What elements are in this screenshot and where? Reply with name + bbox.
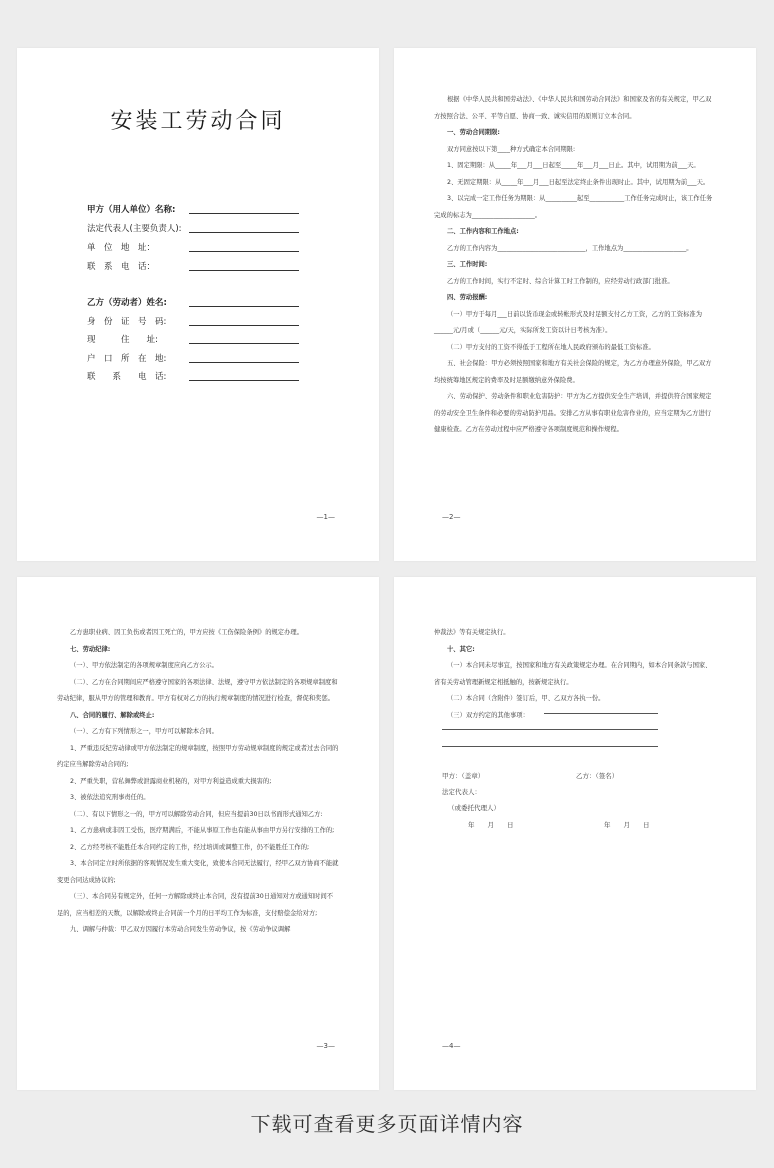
fill-line xyxy=(189,251,299,252)
paragraph: 2、严重失职，营私舞弊或泄露商业机秘的，对甲方利益造成重大损害的; xyxy=(70,777,272,785)
form-label: 法定代表人(主要负责人): xyxy=(87,224,182,234)
section-heading: 二、工作内容和工作地点: xyxy=(447,228,519,235)
footer-caption: 下载可查看更多页面详情内容 xyxy=(250,1112,524,1136)
paragraph: 六、劳动保护、劳动条件和职业危害防护：甲方为乙方提供安全生产培训，并提供符合国家规定的劳动安全卫生条件和必要的劳动防护用品。安排乙方从事有职业危害作业的，应当定期为乙方进行健康检查。乙方在劳动过程中应严格遵守各项制度规范和操作规程。 xyxy=(434,393,712,433)
party-b-signature: 乙方：（签名） xyxy=(576,772,619,780)
blank-line xyxy=(442,729,658,730)
paragraph: （二）本合同（含附件）签订后，甲、乙双方各执一份。 xyxy=(447,695,605,702)
form-label: 乙方（劳动者）姓名: xyxy=(87,298,167,308)
page-body xyxy=(57,625,339,939)
paragraph: 2、乙方经考核不能胜任本合同约定的工作，经过培训或调整工作，仍不能胜任工作的; xyxy=(70,843,310,851)
page-body xyxy=(434,625,716,724)
paragraph: 3、以完成一定工作任务为期限：从__________起至___________工作任务完成时止，该工作任务完成的标志为____________________。 xyxy=(434,195,713,219)
paragraph: 仲裁法》等有关规定执行。 xyxy=(434,629,510,636)
section-heading: 四、劳动报酬: xyxy=(447,294,488,301)
fill-line xyxy=(189,232,299,233)
paragraph: （三）双方约定的其他事项： xyxy=(447,711,529,719)
form-row xyxy=(87,315,185,327)
contract-page-1 xyxy=(17,48,379,561)
paragraph: （一）、甲方依法制定的各项规章制度应向乙方公示。 xyxy=(70,662,218,669)
form-row xyxy=(87,370,185,382)
page-number: —1— xyxy=(316,513,335,521)
paragraph: 乙方患职业病、因工负伤或者因工死亡的，甲方应按《工伤保险条例》的规定办理。 xyxy=(70,629,303,636)
section-heading: 八、合同的履行、解除或终止: xyxy=(70,711,155,719)
paragraph: 乙方的工作内容为____________________________，工作地点为____________________。 xyxy=(447,244,693,252)
section-heading: 三、工作时间: xyxy=(447,261,488,268)
page-body xyxy=(434,92,716,439)
legal-representative: 法定代表人： xyxy=(442,788,481,796)
form-row xyxy=(87,260,185,272)
paragraph: 3、本合同定立时所依据的客观情况发生重大变化，致使本合同无法履行，经甲乙双方协商不能就变更合同达成协议的; xyxy=(57,860,339,884)
form-label: 甲方（用人单位）名称: xyxy=(87,205,176,215)
fill-line xyxy=(189,306,299,307)
paragraph: （二）、有以下情形之一的，甲方可以解除劳动合同，但应当提前30日以书面形式通知乙方: xyxy=(70,810,323,818)
paragraph: 九、调解与仲裁：甲乙双方因履行本劳动合同发生劳动争议，按《劳动争议调解 xyxy=(70,926,291,933)
form-row xyxy=(87,203,185,215)
paragraph: （一）甲方于每月___日前以货币现金或转帐形式及时足额支付乙方工资，乙方的工资标准为______元/月或（______元/天，实际所发工资以计日考核为准）。 xyxy=(434,310,703,334)
document-title: 安装工劳动合同 xyxy=(110,109,286,134)
fill-line xyxy=(189,362,299,363)
date-left: 年 月 日 xyxy=(468,821,514,829)
page-number: —3— xyxy=(316,1042,335,1050)
paragraph: （二）、乙方在合同期间应严格遵守国家的各项法律、法规，遵守甲方依法制定的各项规章制度和劳动纪律，服从甲方的管理和教育。甲方有权对乙方的执行规章制度的情况进行检查，督促和奖惩。 xyxy=(57,678,338,702)
paragraph: （一）本合同未尽事宜，按国家和地方有关政策规定办理。在合同期内，如本合同条款与国家、省有关劳动管理新规定相抵触的，按新规定执行。 xyxy=(434,662,712,686)
contract-page-4 xyxy=(394,577,756,1090)
form-row xyxy=(87,241,185,253)
paragraph: 双方同意按以下第____种方式确定本合同期限: xyxy=(447,145,576,153)
contract-page-2 xyxy=(394,48,756,561)
form-label: 现 住 址: xyxy=(87,335,158,345)
paragraph: 3、被依法追究刑事责任的。 xyxy=(70,794,150,801)
form-row xyxy=(87,333,185,345)
paragraph: 1、固定期限：从_____年___月___日起至_____年___月___日止。其中，试用期为前___天。 xyxy=(447,162,700,169)
fill-line xyxy=(189,270,299,271)
paragraph: 乙方的工作时间，实行不定时、综合计算工时工作制的，应经劳动行政部门批准。 xyxy=(447,277,674,285)
paragraph: 五、社会保险：甲方必须按照国家和地方有关社会保险的规定，为乙方办理意外保险，甲乙双方均按统筹地区规定的费率及时足额缴纳意外保险费。 xyxy=(434,360,712,384)
section-heading: 七、劳动纪律: xyxy=(70,645,111,653)
section-heading: 一、劳动合同期限: xyxy=(447,129,500,136)
paragraph: 1、严重违反纪劳动律或甲方依法制定的规章制度，按照甲方劳动规章制度的规定或者过去合同的约定应当解除劳动合同的; xyxy=(57,744,339,768)
paragraph: 2、无固定期限：从_____年___月___日起至法定终止条件出现时止。其中，试用期为前___天。 xyxy=(447,178,710,186)
form-label: 联 系 电 话: xyxy=(87,372,167,382)
form-label: 联 系 电 话： xyxy=(87,262,156,272)
section-heading: 十、其它: xyxy=(447,645,475,653)
form-row xyxy=(87,296,185,308)
paragraph: （三）、本合同另有规定外，任何一方解除或终止本合同，没有提前30日通知对方或通知时间不足的，应当相差的天数，以解除或终止合同前一个月的日平均工作为标准，支付赔偿金给对方; xyxy=(57,893,334,917)
page-number: —4— xyxy=(442,1042,461,1050)
form-row xyxy=(87,352,185,364)
blank-line xyxy=(544,713,658,714)
authorized-agent: （或委托代理人） xyxy=(448,804,500,812)
page-number: —2— xyxy=(442,513,461,521)
fill-line xyxy=(189,325,299,326)
form-label: 户 口 所 在 地: xyxy=(87,353,167,364)
paragraph: 1、乙方患病或非因工受伤，医疗期满后，不能从事原工作也有能从事由甲方另行安排的工作的; xyxy=(70,827,335,834)
paragraph: 根据《中华人民共和国劳动法》、《中华人民共和国劳动合同法》和国家及省的有关规定，甲乙双方按照合法、公平、平等自愿、协商一致、诚实信用的原则订立本合同。 xyxy=(434,96,712,120)
form-label: 身 份 证 号 码: xyxy=(87,316,167,327)
form-row xyxy=(87,222,185,234)
fill-line xyxy=(189,380,299,381)
fill-line xyxy=(189,343,299,344)
paragraph: （一）、乙方有下列情形之一，甲方可以解除本合同。 xyxy=(70,728,218,735)
fill-line xyxy=(189,213,299,214)
form-label: 单 位 地 址： xyxy=(87,243,156,253)
contract-page-3 xyxy=(17,577,379,1090)
party-a-signature: 甲方：（盖章） xyxy=(442,772,485,780)
paragraph: （二）甲方支付的工资不得低于工程所在地人民政府颁布的最低工资标准。 xyxy=(447,343,655,351)
blank-line xyxy=(442,746,658,747)
date-right: 年 月 日 xyxy=(604,821,650,829)
